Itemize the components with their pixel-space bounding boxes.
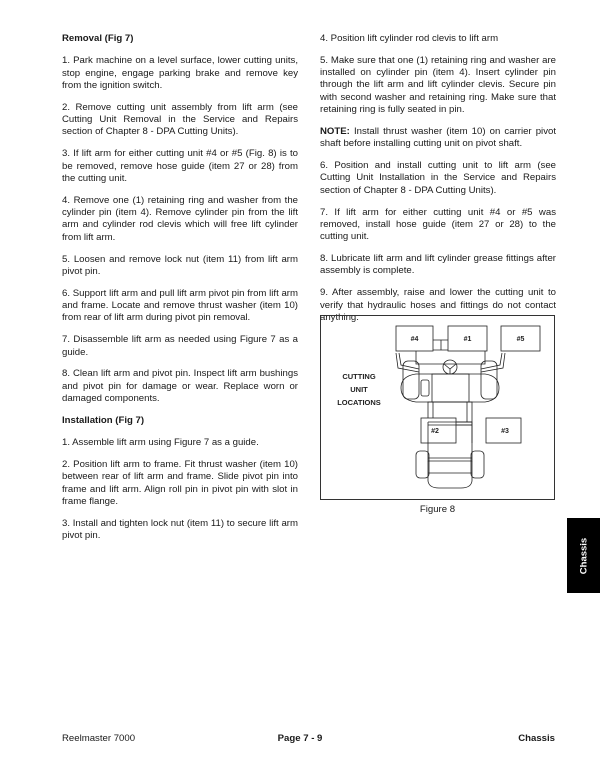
section-tab [567,518,600,593]
front-left-wheel [403,361,419,399]
unit-label-4: #4 [410,336,419,343]
installation-step: 9. After assembly, raise and lower the cutting unit to verify that hydraulic hoses and fittings do not contact anything. [320,287,556,323]
unit-label-5: #5 [516,336,525,343]
figure-8-diagram [320,315,555,500]
body-deck [401,374,499,402]
removal-step: 6. Support lift arm and pull lift arm pivot pin from lift arm and frame. Locate and remove thrust washer (item 10) from rear of lift arm during pivot pin removal. [62,287,298,324]
installation-step: 5. Make sure that one (1) retaining ring and washer are installed on cylinder pin (item 4). Insert cylinder pin through the lift arm and lift cylinder clevis. Secure pin with second washer and retaining ring. Make sure that retaining ring is fully seated in pin. [320,54,556,116]
installation-step: 4. Position lift cylinder rod clevis to lift arm [320,33,499,44]
figure-caption: Figure 8 [419,504,456,515]
removal-heading: Removal (Fig 7) [62,33,134,44]
installation-step: 3. Install and tighten lock nut (item 11) to secure lift arm pivot pin. [62,517,298,542]
unit-label-3: #3 [501,428,509,435]
figure-title-line: UNIT [350,385,368,394]
footer-manual-title: Reelmaster 7000 [62,733,136,744]
mower-vehicle-illustration [396,340,505,488]
note [320,126,556,151]
front-right-wheel [481,361,497,399]
rear-cowl [428,461,472,488]
removal-step: 4. Remove one (1) retaining ring and washer from the cylinder pin (item 4). Remove cylinder pin from the lift arm and cylinder rod clevis which will free lift cylinder from lift arm. [62,194,298,243]
right-column [320,33,556,334]
unit-label-1: #1 [463,336,472,343]
note-label: NOTE: [320,125,350,137]
rear-right-wheel [471,451,484,478]
cutting-unit-locations-diagram [321,316,556,501]
installation-step: 2. Position lift arm to frame. Fit thrust washer (item 10) between rear of lift arm and frame. Slide pivot pin into frame and lift arm. Align roll pin in pivot pin with slot in frame flange. [62,459,298,507]
removal-step: 5. Loosen and remove lock nut (item 11) from lift arm pivot pin. [62,253,298,277]
footer-page-number: Page 7 - 9 [277,733,323,744]
installation-heading: Installation (Fig 7) [62,414,145,426]
removal-step: 1. Park machine on a level surface, lower cutting units, stop engine, engage parking brake and remove key from the ignition switch. [62,55,298,91]
removal-step: 3. If lift arm for either cutting unit #4 or #5 (Fig. 8) is to be removed, remove hose guide (item 27 or 28) from the cutting unit. [62,148,298,184]
installation-step: 8. Lubricate lift arm and lift cylinder grease fittings after assembly is complete. [320,253,556,277]
removal-step: 2. Remove cutting unit assembly from lift arm (see Cutting Unit Removal in the Service and Repairs section of Chapter 8 - DPA Cutting Units). [62,101,298,138]
installation-step: 7. If lift arm for either cutting unit #4 or #5 was removed, install hose guide (item 27 or 28) to the cutting unit. [320,206,556,243]
rear-left-wheel [416,451,429,478]
installation-step: 6. Position and install cutting unit to lift arm (see Cutting Unit Installation in the Service and Repairs section of Chapter 8 - DPA Cutting Units). [320,160,556,196]
figure-title-line: LOCATIONS [337,398,381,407]
section-tab-label: Chassis [578,537,589,574]
note-text: Install thrust washer (item 10) on carrier pivot shaft before installing cutting unit on pivot shaft. [320,125,556,150]
removal-step: 7. Disassemble lift arm as needed using Figure 7 as a guide. [62,334,298,358]
installation-step: 1. Assemble lift arm using Figure 7 as a guide. [62,437,259,449]
left-column [62,33,298,552]
figure-title-line: CUTTING [342,372,376,381]
unit-label-2: #2 [431,428,439,435]
removal-step: 8. Clean lift arm and pivot pin. Inspect lift arm bushings and pivot pin for damage or wear. Replace worn or damaged components. [62,368,298,404]
footer-section-name: Chassis [518,733,555,744]
